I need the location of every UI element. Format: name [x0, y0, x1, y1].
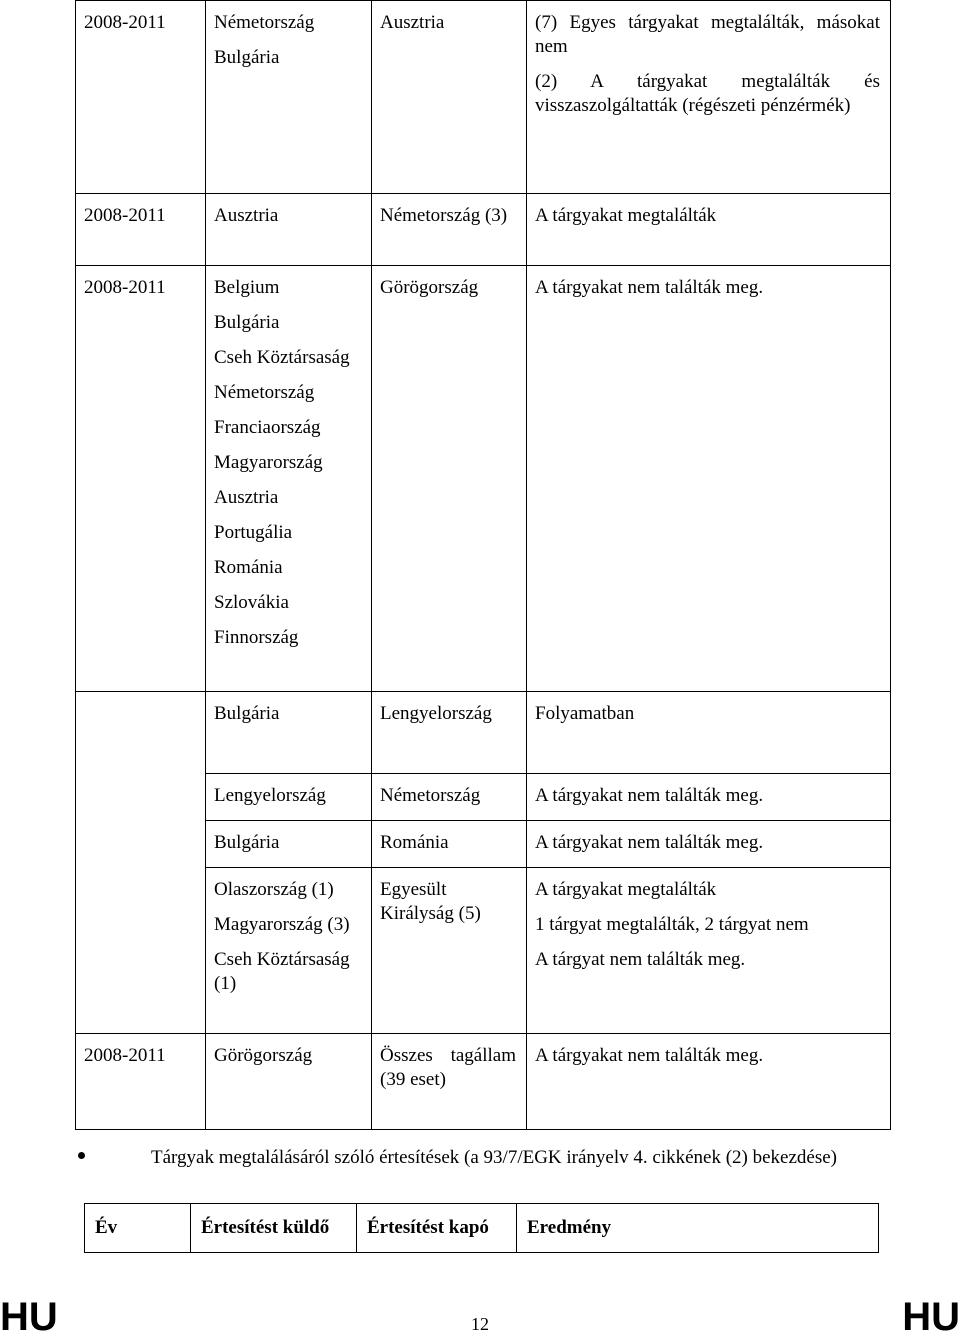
cell-text: Románia	[380, 832, 449, 853]
cell-text: A tárgyakat nem találták meg.	[535, 785, 764, 806]
cell-text: Cseh Köztársaság (1)	[214, 949, 350, 994]
table-row	[76, 1, 891, 194]
cell-text: Bulgária	[214, 832, 280, 853]
cell-text: A tárgyakat megtalálták	[535, 205, 717, 226]
cell-text: Egyesült Királyság (5)	[380, 879, 481, 924]
cell-receiver	[372, 1034, 527, 1130]
cell-year	[76, 774, 206, 821]
cell-year	[76, 1, 206, 194]
cell-text: Németország	[214, 12, 315, 33]
cell-text: Lengyelország	[380, 703, 492, 724]
cell-text: Cseh Köztársaság	[214, 347, 350, 368]
cell-receiver	[372, 868, 527, 1034]
cell-result	[527, 194, 891, 266]
cell-text: Németország	[214, 382, 315, 403]
table-row	[76, 868, 891, 1034]
cell-text: Ausztria	[214, 487, 279, 508]
cell-text: Bulgária	[214, 703, 280, 724]
cell-text: Ausztria	[380, 12, 445, 33]
cell-text: Belgium	[214, 277, 280, 298]
cell-sender	[206, 1034, 372, 1130]
cell-receiver	[372, 774, 527, 821]
cell-text: Olaszország (1)	[214, 879, 334, 900]
header-row	[85, 1204, 879, 1253]
cell-sender	[206, 1, 372, 194]
cell-text: Lengyelország	[214, 785, 326, 806]
cell-text: Németország	[380, 785, 481, 806]
cell-sender	[206, 194, 372, 266]
cell-text: 2008-2011	[84, 12, 166, 33]
cell-sender	[206, 774, 372, 821]
cell-result	[527, 868, 891, 1034]
cell-result	[527, 774, 891, 821]
cell-text: Görögország	[380, 277, 479, 298]
table-row	[76, 1034, 891, 1130]
cell-text: Bulgária	[214, 312, 280, 333]
table-row	[76, 266, 891, 692]
bullet-dot-icon	[78, 1152, 85, 1159]
cell-sender	[206, 266, 372, 692]
cell-text: (7) Egyes tárgyakat megtalálták, másokat nem	[535, 12, 880, 57]
footer-lang-mark-right: HU	[902, 1295, 960, 1339]
footer-lang-mark-left: HU	[0, 1295, 58, 1339]
header-receiver: Értesítést kapó	[357, 1204, 517, 1253]
cell-text: Magyarország	[214, 452, 323, 473]
cell-sender	[206, 868, 372, 1034]
table-row	[76, 774, 891, 821]
cell-text: Összes tagállam (39 eset)	[380, 1045, 516, 1090]
cell-text: 2008-2011	[84, 205, 166, 226]
cell-sender	[206, 692, 372, 774]
cell-result	[527, 266, 891, 692]
cell-receiver	[372, 194, 527, 266]
cell-year	[76, 1034, 206, 1130]
cell-year	[76, 692, 206, 774]
cell-text: (2) A tárgyakat megtalálták és visszaszolgáltatták (régészeti pénzérmék)	[535, 71, 880, 116]
cell-receiver	[372, 1, 527, 194]
cell-receiver	[372, 692, 527, 774]
notifications-table	[75, 0, 891, 1130]
cell-text: Franciaország	[214, 417, 321, 438]
cell-text: Németország (3)	[380, 205, 508, 226]
cell-text: A tárgyakat megtalálták	[535, 879, 717, 900]
cell-text: Folyamatban	[535, 703, 635, 724]
cell-text: A tárgyakat nem találták meg.	[535, 1045, 764, 1066]
cell-result	[527, 821, 891, 868]
header-year: Év	[85, 1204, 191, 1253]
table-row	[76, 194, 891, 266]
cell-text: 2008-2011	[84, 277, 166, 298]
cell-receiver	[372, 266, 527, 692]
cell-result	[527, 692, 891, 774]
cell-text: Görögország	[214, 1045, 313, 1066]
cell-text: A tárgyakat nem találták meg.	[535, 832, 764, 853]
cell-result	[527, 1, 891, 194]
table-row	[76, 821, 891, 868]
table-row	[76, 692, 891, 774]
bullet-text: Tárgyak megtalálásáról szóló értesítések (a 93/7/EGK irányelv 4. cikkének (2) bekezdése)	[151, 1147, 838, 1168]
cell-text: 1 tárgyat megtalálták, 2 tárgyat nem	[535, 914, 809, 935]
cell-receiver	[372, 821, 527, 868]
cell-text: Bulgária	[214, 47, 280, 68]
cell-result	[527, 1034, 891, 1130]
header-sender: Értesítést küldő	[191, 1204, 357, 1253]
cell-text: Portugália	[214, 522, 293, 543]
cell-text: 2008-2011	[84, 1045, 166, 1066]
page-number: 12	[471, 1314, 489, 1334]
cell-text: Magyarország (3)	[214, 914, 350, 935]
cell-year	[76, 868, 206, 1034]
cell-year	[76, 821, 206, 868]
cell-text: Ausztria	[214, 205, 279, 226]
cell-text: A tárgyat nem találták meg.	[535, 949, 746, 970]
cell-text: Románia	[214, 557, 283, 578]
header-table	[84, 1203, 879, 1253]
cell-text: Szlovákia	[214, 592, 289, 613]
header-result: Eredmény	[517, 1204, 879, 1253]
cell-sender	[206, 821, 372, 868]
cell-text: Finnország	[214, 627, 299, 648]
cell-text: A tárgyakat nem találták meg.	[535, 277, 764, 298]
cell-year	[76, 194, 206, 266]
cell-year	[76, 266, 206, 692]
